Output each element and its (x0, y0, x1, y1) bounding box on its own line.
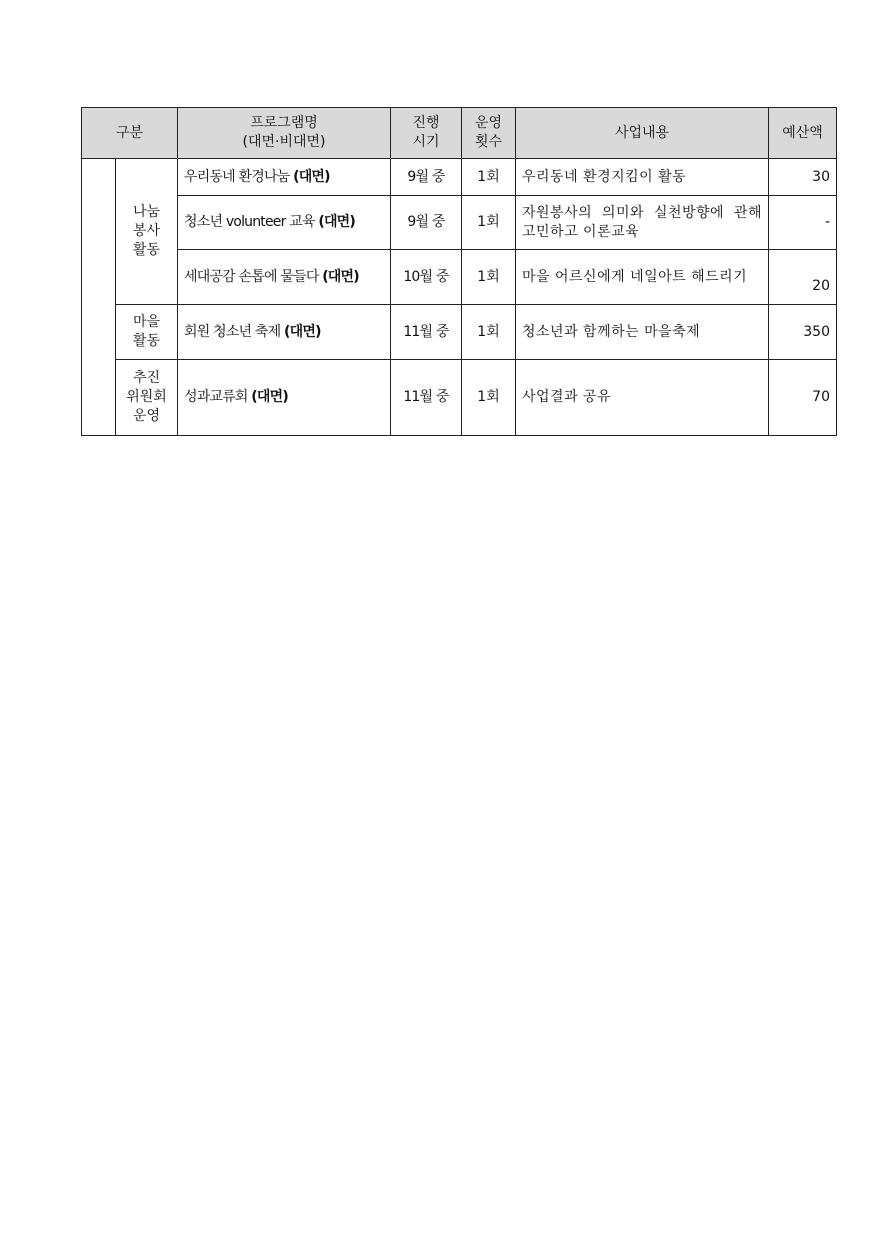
table-row (82, 196, 837, 250)
header-program (178, 108, 391, 159)
count-cell: 1회 (462, 159, 516, 196)
program-name: 회원 청소년 축제 (184, 323, 281, 340)
group-label-line: 봉사 (132, 223, 161, 239)
budget-cell: - (769, 196, 837, 250)
table-row (82, 250, 837, 305)
header-program-line1: 프로그램명 (250, 115, 318, 131)
program-name-cell (178, 305, 391, 360)
budget-cell: 30 (769, 159, 837, 196)
program-name-cell (178, 196, 391, 250)
group-sharing-volunteer (116, 159, 178, 305)
period-cell: 11월 중 (391, 305, 462, 360)
group-committee-operation (116, 360, 178, 436)
content-cell: 우리동네 환경지킴이 활동 (516, 159, 769, 196)
budget-cell: 350 (769, 305, 837, 360)
group-label-line: 나눔 (132, 204, 161, 220)
content-cell: 마을 어르신에게 네일아트 해드리기 (516, 250, 769, 305)
header-period-line2: 시기 (412, 134, 440, 150)
group-label-line: 추진 (132, 370, 161, 386)
budget-cell: 20 (769, 250, 837, 305)
group-label-line: 위원회 (126, 389, 167, 405)
program-name-cell (178, 360, 391, 436)
period-cell: 11월 중 (391, 360, 462, 436)
category-blank-cell (82, 159, 116, 436)
table-row (82, 159, 837, 196)
program-mode: (대면) (293, 168, 330, 185)
content-cell: 청소년과 함께하는 마을축제 (516, 305, 769, 360)
program-name: 성과교류회 (184, 389, 248, 405)
count-cell: 1회 (462, 360, 516, 436)
count-cell: 1회 (462, 305, 516, 360)
group-label-line: 마을 (132, 314, 161, 330)
header-program-line2: (대면·비대면) (242, 134, 326, 150)
content-cell: 사업결과 공유 (516, 360, 769, 436)
header-count-line1: 운영 (474, 115, 503, 131)
period-cell: 10월 중 (391, 250, 462, 305)
program-mode: (대면) (318, 214, 355, 230)
header-count-line2: 횟수 (474, 134, 503, 150)
group-label-line: 운영 (132, 408, 161, 424)
group-label-line: 활동 (132, 333, 161, 349)
period-cell: 9월 중 (391, 196, 462, 250)
header-count (462, 108, 516, 159)
header-period (391, 108, 462, 159)
content-cell: 자원봉사의 의미와 실천방향에 관해 고민하고 이론교육 (516, 196, 769, 250)
group-village-activity (116, 305, 178, 360)
program-name-cell (178, 250, 391, 305)
count-cell: 1회 (462, 250, 516, 305)
group-label-line: 활동 (132, 242, 161, 258)
program-name: 세대공감 손톱에 물들다 (184, 268, 319, 285)
program-mode: (대면) (322, 268, 359, 285)
period-cell: 9월 중 (391, 159, 462, 196)
budget-cell: 70 (769, 360, 837, 436)
program-mode: (대면) (251, 389, 288, 405)
program-name: 우리동네 환경나눔 (184, 168, 290, 185)
header-category: 구분 (82, 108, 178, 159)
header-content: 사업내용 (516, 108, 769, 159)
header-budget: 예산액 (769, 108, 837, 159)
program-plan-table (81, 107, 837, 436)
table-row (82, 360, 837, 436)
header-period-line1: 진행 (412, 115, 440, 131)
program-mode: (대면) (284, 323, 321, 340)
program-name: 청소년 volunteer 교육 (184, 214, 315, 230)
header-row (82, 108, 837, 159)
count-cell: 1회 (462, 196, 516, 250)
program-name-cell (178, 159, 391, 196)
table-row (82, 305, 837, 360)
